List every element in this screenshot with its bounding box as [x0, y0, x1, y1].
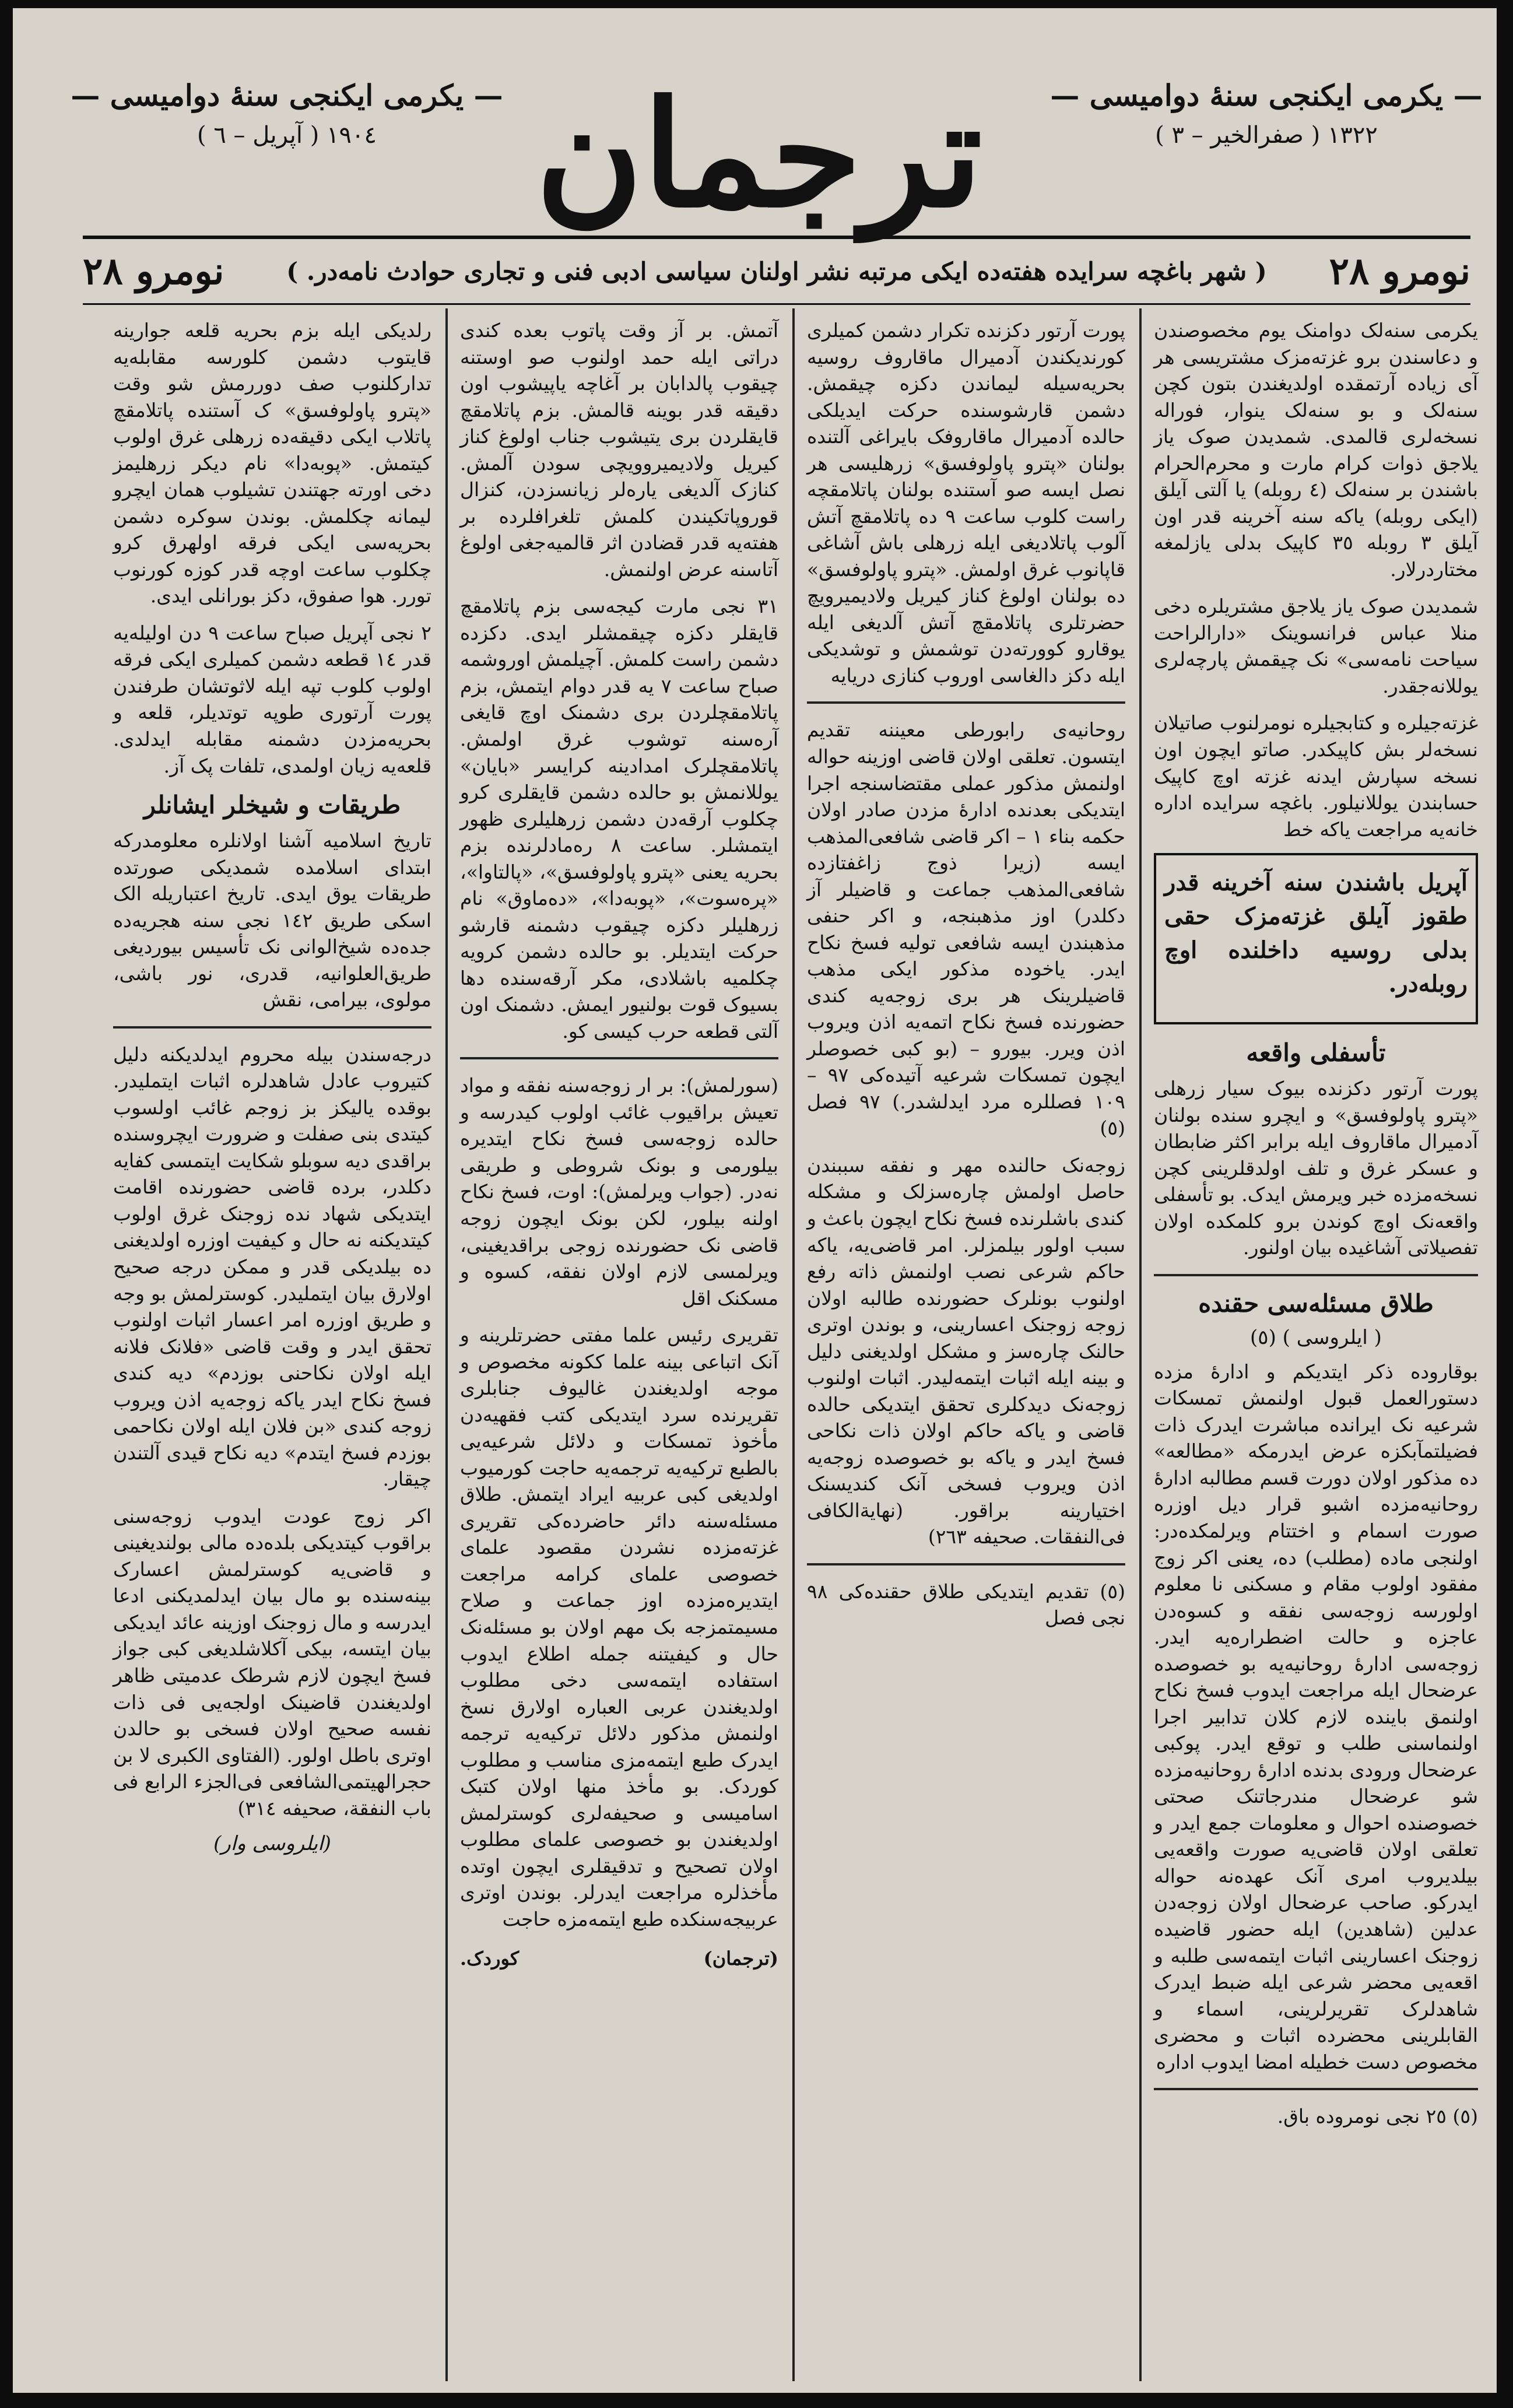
masthead-left-year: — یکرمی ایکنجی سنهٔ دوامیسی —	[71, 78, 503, 113]
section-divider	[807, 701, 1125, 704]
newspaper-title: ترجمان	[535, 68, 983, 240]
footnote: (٥) ٢٥ نجی نومروده باق.	[1277, 2105, 1478, 2128]
column-1	[1141, 306, 1491, 2381]
price-box-text: آپریل باشندن سنه آخرینه قدر طقوز آیلق غزته‌مزک حقی بدلی روسیه داخلنده اوچ روبله‌در.	[1164, 869, 1468, 998]
fleet-text: رلدیکی ایله بزم بحریه قلعه جوارینه قایتوب دشمن کلورسه مقابله‌یه تدارکلنوب صف دوررمش شو وقت «پترو پاولوفسق» ک آستنده پاتلامقچ پاتلاب ایکی دقیقه‌ده زرهلی غرق اولوب کیتمش. «پوبه‌دا» نام دیکر زرهلیمز دخی اورته جهتندن تشیلوب همان ایچرو لیمانه چکلمش. بوندن سوکره دشمن بحریه‌سی ایکی فرقه اولهرق کرو چکلوب ساعت اوچه قدر کوزه کورنوب تورر. هوا صفوق، دکز بورانلی ایدی.	[113, 319, 431, 608]
masthead-right-tag	[1045, 69, 1488, 157]
divorce-evidence-text: درجه‌سندن بیله محروم ایدلدیکنه دلیل کتیروب عادل شاهدلره اثبات ایتملیدر. بوقده یالیکز بز زوجم غائب اولسوب کیتدی بنی صفلت و ضرورت ایچروسنده براقدی دیه سوبلو شکایت ایتمسی کفایه دکلدر، برده قاضی حضورنده اقامت ایتدیکی شهاد نده زوجنک غرق اولوب کیتدیکنه نه حال و کیفیت اوزره اولدیغنی ده بیلدیکی قدر و ممکن درجه صحیح اولارق بیان ایتملیدر. کوسترلمش بو وجه و طریق اوزره امر اعسار اثبات اولنوب تحقق ایدر و وقت قاضی «فلانک فلانه ایله اولان نکاحنی بوزدم» دیه کندی فسخ نکاح ایدر یاکه زوجه‌یه اذن ویروب زوجه کندی «بن فلان ایله اولان نکاحمی بوزدم فسخ ایتدم» دیه نکاح قیدی آلتندن چیقار.	[113, 1042, 431, 1491]
section-divider	[113, 1026, 431, 1029]
divorce-procedure-text: روحانیه‌ی رابورطی معیننه تقدیم ایتسون. تعلقی اولان قاضی اوزینه حواله اولنمش مذکور عملی مقتضاسنجه اجرا ایتدیکی بعدنده ادارهٔ مزدن صادر اولان حکمه بناء ١ – اکر قاضی شافعی‌المذهب ایسه (زیرا ذوج زاغفتازده شافعی‌المذهب جماعت و قاضیلر آز دکلدر) اوز مذهبنجه، و اکر حنفی مذهبندن ایسه شافعی تولیه فسخ نکاح ایدر. یاخوده مذکور ایکی مذهب قاضیلرینک هر بری زوجه‌یه کندی حضورنده فسخ نکاح اتمه‌یه اذن ویروب اذن ویرر. بیورو – (بو کبی خصوصلر ایچون تمسکات شرعیه آتیده‌کی ٩٧ – ١٠٩ فصللره مرد ایدلشدر.) ٩٧ فصل (٥)	[807, 718, 1125, 1140]
footnote-divider	[1154, 2088, 1478, 2090]
column-3	[447, 306, 791, 2381]
signature-end: کوردک.	[460, 1947, 519, 1970]
bombardment-text: ٢ نجی آپریل صباح ساعت ٩ دن اولیله‌یه قدر ١٤ قطعه دشمن کمیلری ایکی فرقه اولوب کلوب تپه ایله لاثوتشان طرفندن پورت آرتوری طوپه توتدیلر، قلعه و بحریه‌مزدن دشمنه مقابله ایدلدی. قلعه‌یه زیان اولمدی، تلفات پک آز.	[113, 621, 431, 777]
article-continued-label: ( ایلروسی ) (٥)	[1250, 1325, 1382, 1349]
subscription-bonus: شمدیدن صوک یاز یلاجق مشتریلره دخی منلا عباس فرانسوینک «دارالراحت سیاحت نامه‌سی» نک چیقمش پارچه‌لری یوللانه‌جقدر.	[1154, 595, 1478, 697]
issue-number-right: نومرو ٢٨	[1329, 249, 1470, 293]
masthead-right-date: ١٣٢٢ ( صفرالخیر – ٣ )	[1155, 121, 1378, 149]
footnote: (٥) تقدیم ایتدیکی طلاق حقنده‌کی ٩٨ نجی فصل	[807, 1579, 1125, 1630]
newspaper-page	[13, 8, 1497, 2393]
masthead-subline	[83, 236, 1470, 305]
article-heading-incident: تأسفلی واقعه	[1246, 1038, 1386, 1068]
masthead-left-date: ١٩٠٤ ( آپریل – ٦ )	[197, 121, 377, 149]
prince-rescue-text: آتمش. بر آز وقت پاتوب بعده کندی دراتی ایله حمد اولنوب صو اوستنه چیقوب پالدابان بر آغاچه یاپیشوب اون دقیقه قدر بوینه قالمش. بزم پاتلامقچ قایقلردن بری یتیشوب جناب اولوغ کناز کیریل ولادیمیروویچی سودن آلمش. کنازک آلدیغی یاره‌لر زیانسزدن، کنزال قوروپاتکیندن کلمش تلغرافلرده بر هفته‌یه قدر قضادن اثر قالمیه‌جغی اولوغ آتاسنه عرض اولنمش.	[460, 319, 778, 581]
signature-tarjuman: (ترجمان)	[703, 1947, 778, 1970]
issue-number-left: نومرو ٢٨	[83, 249, 224, 293]
husband-return-text: اکر زوج عودت ایدوب زوجه‌سنی براقوب کیتدیکی بلده‌ده مالی بولندیغینی و قاضی‌یه کوسترلمش اعسارک بینه‌سنده بو مال بیان ایدلمدیکنی ادعا ایدرسه و مال زوجنک اوزینه عائد ایدیکی بیان ایتسه، بیکی آکلاشلدیغی کبی جواز فسخ ایچون لازم شرطک عدمیتی ظاهر اولدیغندن قاضینک اولجه‌یی فی ذات نفسه صحیح اولان فسخی بو حالدن اوتری باطل اولور. (الفتاوی الکبری لا بن حجرالهیتمی‌الشافعی فی‌الجزء الرابع فی باب النفقة، صحیفه ٣١٤)	[113, 1504, 431, 1820]
article-incident-text: پورت آرتور دکزنده بیوک سیار زرهلی «پترو پاولوفسق» و ایچرو سنده بولنان آدمیرال ماقاروف ایله برابر اکثر ضابطان و عسکر غرق و تلف اولدقلرینی کچن نسخه‌مزده خبر ویرمش ایدک. بو تأسفلی واقعه‌نک اوچ کوندن برو کلمکده اولان تفصیلاتی آشاغیده بیان اولنور.	[1154, 1077, 1478, 1259]
port-arthur-text: پورت آرتور دکزنده تکرار دشمن کمیلری کورندیکندن آدمیرال ماقاروف روسیه بحریه‌سیله لیماندن دکزه چیقمش. دشمن قارشوسنده حرکت ایدیلکی حالده آدمیرال ماقاروفک بایراغی آلتنده بولنان «پترو پاولوفسق» زرهلیسی هر نصل ایسه صو آستنده بولنان پاتلامقچه راست کلوب ساعت ٩ ده پاتلامقچ آتش آلوب پاتلادیغی ایله زرهلی باش آشاغی قاپانوب غرق اولمش. «پترو پاولوفسق» ده بولنان اولوغ کناز کیریل ولادیمیرویچ حضرتلری پاتلامقچ آتش آلدیغی ایله یوقارو کوورته‌دن توشمش و توشدیکی ایله دکز دالغاسی اوروب کنازی دریایه	[807, 319, 1125, 687]
price-box	[1154, 853, 1478, 1024]
editorial-note-text: تقریری رئیس علما مفتی حضرتلرینه و آنک اتباعی بینه علما ککونه مخصوص و موجه اولدیغندن غالیوف جنابلری تقریرنده سرد ایتدیکی کتب فقهیه‌دن مأخوذ تمسکات و دلائل شرعیه‌یی بالطبع ترکیه‌یه ترجمه‌یه حاجت کورمیوب اولدیغی کبی عربیه ایراد ایتمش. طلاق مسئله‌سنه دائر حاضرده‌کی تقریری غزته‌مزده نشردن مقصود علمای خصوصی علمای کرامه مراجعت ایتدیره‌مزده اوز جماعت و صلاح مسیمتمزجه بک مهم اولان بو مسئله‌نک حال و کیفیتنه جمله اطلاع ایدوب استفاده ایتمه‌سی دخی مطلوب اولدیغندن عربی العباره اولارق نسخ اولنمش مذکور دلائل ترکیه‌یه ترجمه ایدرک طبع ایتمه‌مزی مناسب و مطلوب کوردک. بو مأخذ منها اولان کتبک اسامیسی و صحیفه‌لری کوسترلمش اولدیغندن بو خصوصی علمای مطلوب اولان تصحیح و تدقیقلری ایچون اوتده مأخذلره مراجعت ایدرلر. بوندن اوتری عربیجه‌سنکده طبع ایتمه‌مزه حاجت	[460, 1324, 778, 1930]
subscription-notice: یکرمی سنه‌لک دوامنک یوم مخصوصندن و دعاسندن برو غزته‌مزک مشتریسی هر آی زیاده آرتمقده اولدیغندن بتون کچن سنه‌لک و بو سنه‌لک ینوار، فوراله نسخه‌لری قالمدی. شمدیدن صوک یاز یلاجق ذوات کرام مارت و محرم‌الحرام باشندن بر سنه‌لک (٤ روبله) یا آلتی آیلق (ایکی روبله) یاکه سنه آخرینه قدر اون آیلق ٣ روبله ٣٥ کاپیک بدلی یازلمغه مختاردرلار.	[1154, 319, 1479, 581]
article-heading-divorce: طلاق مسئله‌سی حقنده	[1198, 1289, 1434, 1318]
signature-row	[460, 1943, 778, 1970]
fatwa-question-text: (سورلمش): بر ار زوجه‌سنه نفقه و مواد تعیش براقیوب غائب اولوب کیدرسه و حالده زوجه‌سی فسخ نکاح ایتدیره بیلورمی و بونک شروطی و طریقی نه‌در. (جواب ویرلمش): اوت، فسخ نکاح اولنه بیلور، لکن بونک ایچون زوجه قاضی نک حضورنده زوجی براقدیغینی، ویرلمسی لازم اولان نفقه، کسوه و مسکنک اقل	[460, 1074, 778, 1310]
masthead-right-year: — یکرمی ایکنجی سنهٔ دوامیسی —	[1050, 78, 1483, 113]
column-4	[100, 306, 444, 2381]
masthead-description: ( شهر باغچه سرایده هفته‌ده ایکی مرتبه نشر اولنان سیاسی ادبی فنی و تجاری حوادث نامه‌در. )	[286, 257, 1267, 286]
article-heading-sufi-orders: طریقات و شیخلر ایشانلر	[143, 791, 401, 820]
retail-notice: غزته‌جیلره و کتابجیلره نومرلنوب صاتیلان نسخه‌لر بش کاپیکدر. صاتو ایچون اون نسخه سپارش ایدنه غزته اوچ کاپیک حسابندن یوللانیلور. باغچه سرایده اداره خانه‌یه مراجعت یاکه خط	[1154, 711, 1478, 841]
divorce-procedure-text-2: زوجه‌نک حالنده مهر و نفقه سببندن حاصل اولمش چاره‌سزلک و مشکله کندی باشلرنده فسخ نکاح ایچون باعث و سبب اولور بیلمزلر. امر قاضی‌یه، یاکه حاکم شرعی نصب اولنمش ذاته رفع اولنوب بونلرک حضورنده طالبه اولان زوجه زوجنک اعسارینی، و بوندن اوتری حالنک چاره‌سز و مشکل اولدیغنی دلیل و بینه ایله اثبات ایتمه‌لیدر. اثبات اولنوب زوجه‌نک دیدکلری تحقق ایتدیکی حالده قاضی و یاکه حاکم اولان ذات نکاحی فسخ ایدر و یاکه بو خصوصده زوجه‌یه اذن ویروب فسخی آنک کندیسنک اختیارینه براقور. (نهایةالکافی فی‌النفقات. صحیفه ٢٦٣)	[807, 1153, 1125, 1549]
sufi-orders-text: تاریخ اسلامیه آشنا اولانلره معلومدرکه ابتدای اسلامده شمدیکی صورتده طریقات یوق ایدی. تاریخ اعتباریله الک اسکی طریق ١٤٢ نجی سنه هجریه‌ده جده‌ده شیخ‌الوانی نک تأسیس بیوردیغی طریق‌العلوانیه، قدری، نور باشی، مولوی، بیرامی، نقش	[113, 829, 431, 1012]
naval-battle-text: ٣١ نجی مارت کیجه‌سی بزم پاتلامقچ قایقلر دکزه چیقمشلر ایدی. دکزده دشمن راست کلمش. آچیلمش اوروشمه صباح ساعت ٧ یه قدر دوام ایتمش، بزم پاتلامقچلردن بری دشمنک اوچ قایغی آره‌سنه توشوب غرق اولمش. پاتلامقچلرک امدادینه کرایسر «بایان» یوللانمش بو حالده دشمن قایقلری کرو چکلوب آرقه‌دن دشمن زرهلیلری ظهور ایتمشلر. ساعت ٨ ره‌مادلرنده بزم بحریه یعنی «پترو پاولوفسق»، «پالتاوا»، «پره‌سوت»، «پوبه‌دا»، «ده‌ماوق» نام زرهلیلر دکزه چیقوب دشمنه قارشو حرکت ایتدیلر. بو حالده دشمن کرویه چکلمیه باشلادی، مکر آرقه‌سنده دها بسیوک قوت بولنیور ایمش. دشمنک اون آلتی قطعه حرب کیسی کو.	[460, 595, 779, 1042]
column-2	[794, 306, 1138, 2381]
masthead-left-tag	[65, 69, 508, 157]
section-divider	[1154, 1274, 1478, 1276]
article-divorce-text: بوقاروده ذکر ایتدیکم و ادارهٔ مزده دستورالعمل قبول اولنمش تمسکات شرعیه نک ایرانده مباشرت ایدرک ذات فضیلتمآبکزه عرض ایدرمکه «مطالعه» ده مذکور اولان دورت قسم مطالبه ادارهٔ روحانیه‌مزده اشبو قرار دیل اوزره صورت اسمام و اختتام ویرلمکده‌در: اولنجی ماده (مطلب) ده، یعنی اکر زوج مفقود اولوب مقام و مسکنی نا معلوم اولورسه زوجه‌سی نفقه و کسوه‌دن عاجزه و حالت اضطراره‌یه ایدر. زوجه‌سی ادارهٔ روحانیه‌یه بو خصوصده عرضحال ایله مراجعت ایدوب فسخ نکاح اولنمق باینده لازم کلان تدابیر اجرا اولنماسنی طلب و توقع ایدر. پوکبی عرضحال ورودی بدنده ادارهٔ روحانیه‌مزده شو عرضحال مندرجاتنک صحتی خصوصنده احوال و معلومات جمع ایدر و تعلقی اولان قاضی‌یه صورت واقعه‌یی بیلدیروب امری آنک عهده‌نه حواله ایدرکو. صاحب عرضحال اولان زوجه‌دن عدلین (شاهدین) ایله حضور قاضیده زوجنک اعسارینی اثبات ایتمه‌سی طلبه و اقعه‌یی محضر شرعی ایله ضبط ایدرک شاهدلرک تقریرلرینی، اسماء و القابلرینی محضرده اثبات و محضری مخصوص دست خطیله امضا ایدوب اداره	[1154, 1360, 1478, 2073]
section-divider	[460, 1057, 778, 1059]
footnote-divider	[807, 1563, 1125, 1565]
to-be-continued: (ایلروسی وار)	[213, 1832, 331, 1856]
